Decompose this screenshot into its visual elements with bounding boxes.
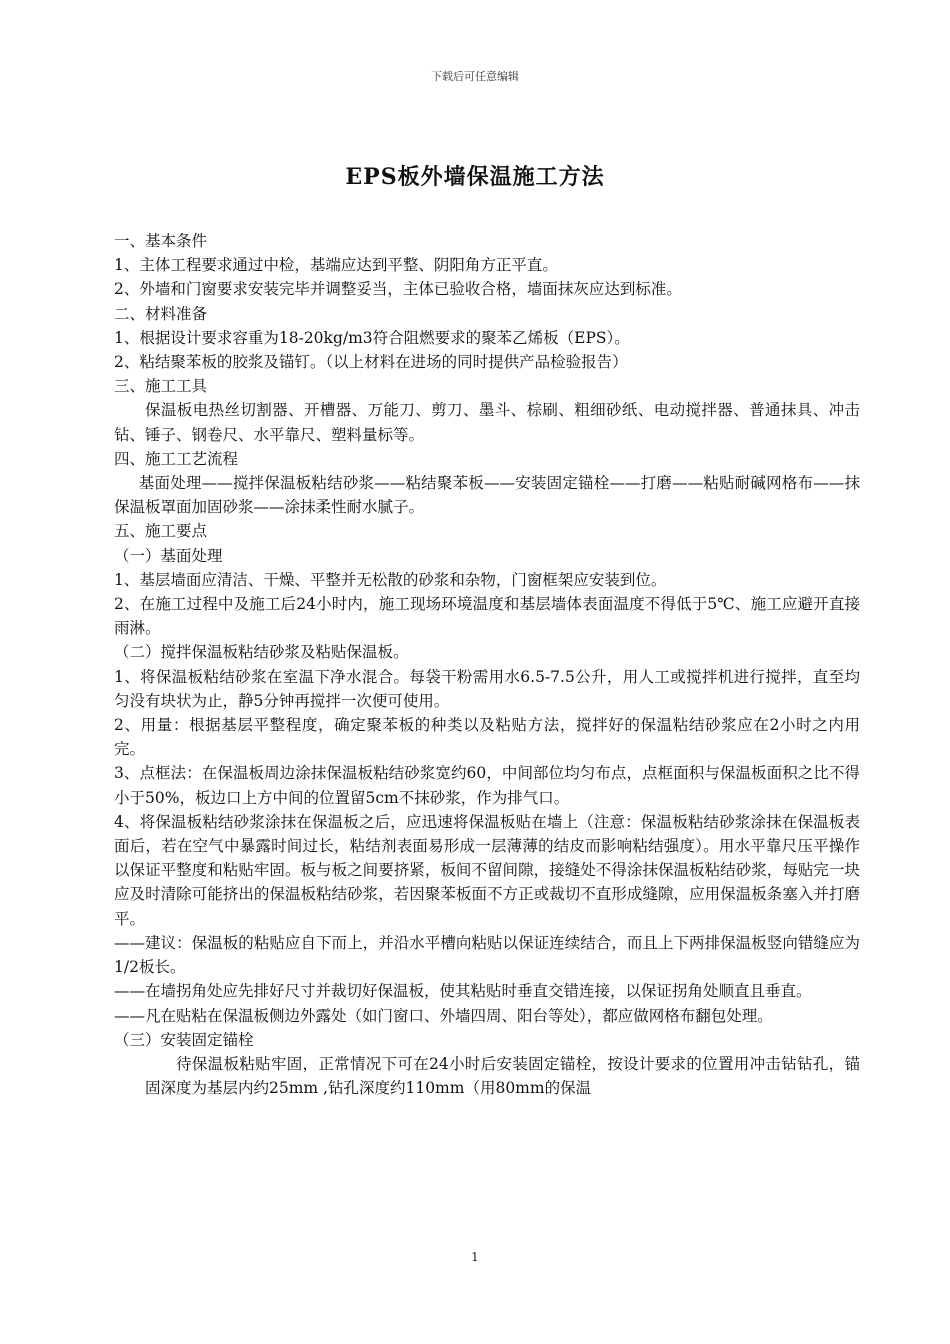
paragraph: 2、粘结聚苯板的胶浆及锚钉。（以上材料在进场的同时提供产品检验报告）: [114, 353, 628, 372]
paragraph: 保温板电热丝切割器、开槽器、万能刀、剪刀、墨斗、棕刷、粗细砂纸、电动搅拌器、普通抹具、冲击钻、锤子、钢卷尺、水平靠尺、塑料量标等。: [114, 401, 860, 444]
paragraph: 2、外墙和门窗要求安装完毕并调整妥当，主体已验收合格，墙面抹灰应达到标准。: [114, 280, 682, 299]
subsection-heading: （三）安装固定锚栓: [114, 1030, 254, 1049]
paragraph: 3、点框法：在保温板周边涂抹保温板粘结砂浆宽约60，中间部位均匀布点，点框面积与保温板面积之比不得小于50%，板边口上方中间的位置留5cm不抹砂浆，作为排气口。: [114, 764, 860, 807]
document-title: EPS板外墙保温施工方法: [345, 164, 605, 190]
section-heading: 四、施工工艺流程: [114, 449, 239, 468]
paragraph: 1、根据设计要求容重为18-20kg/m3符合阻燃要求的聚苯乙烯板（EPS）。: [114, 328, 630, 347]
subsection-heading: （一）基面处理: [114, 546, 223, 565]
paragraph: 1、将保温板粘结砂浆在室温下净水混合。每袋干粉需用水6.5-7.5公升，用人工或搅拌机进行搅拌，直至均匀没有块状为止，静5分钟再搅拌一次便可使用。: [114, 667, 860, 710]
page-header-note: 下载后可任意编辑: [431, 70, 519, 83]
paragraph: 2、在施工过程中及施工后24小时内，施工现场环境温度和基层墙体表面温度不得低于5℃、施工应避开直接雨淋。: [114, 595, 860, 638]
paragraph: 1、基层墙面应清洁、干燥、平整并无松散的砂浆和杂物，门窗框架应安装到位。: [114, 570, 667, 589]
subsection-heading: （二）搅拌保温板粘结砂浆及粘贴保温板。: [114, 643, 409, 662]
paragraph: 2、用量：根据基层平整程度，确定聚苯板的种类以及粘贴方法，搅拌好的保温粘结砂浆应在2小时之内用完。: [114, 716, 860, 759]
section-heading: 一、基本条件: [114, 232, 208, 250]
document-body: [114, 229, 860, 1100]
section-heading: 二、材料准备: [114, 304, 208, 323]
paragraph: 基面处理——搅拌保温板粘结砂浆——粘结聚苯板——安装固定锚栓——打磨——粘贴耐碱网格布——抹保温板罩面加固砂浆——涂抹柔性耐水腻子。: [114, 474, 860, 517]
paragraph: ——凡在贴粘在保温板侧边外露处（如门窗口、外墙四周、阳台等处），都应做网格布翻包处理。: [114, 1006, 773, 1025]
paragraph: 待保温板粘贴牢固，正常情况下可在24小时后安装固定锚栓，按设计要求的位置用冲击钻钻孔，锚固深度为基层内约25mm ,钻孔深度约110mm（用80mm的保温: [145, 1054, 860, 1098]
section-heading: 五、施工要点: [114, 522, 208, 541]
paragraph: ——在墙拐角处应先排好尺寸并裁切好保温板，使其粘贴时垂直交错连接，以保证拐角处顺直且垂直。: [114, 982, 812, 1001]
paragraph: 4、将保温板粘结砂浆涂抹在保温板之后，应迅速将保温板贴在墙上（注意：保温板粘结砂浆涂抹在保温板表面后，若在空气中暴露时间过长，粘结剂表面易形成一层薄薄的结皮而影响粘结强度）。用水平靠尺压平操作以保证平整度和粘贴牢固。板与板之间要挤紧，板间不留间隙，接缝处不得涂抹保温板粘结砂浆，每贴完一块应及时清除可能挤出的保温板粘结砂浆，若因聚苯板面不方正或裁切不直形成缝隙，应用保温板条塞入并打磨平。: [114, 812, 860, 928]
section-heading: 三、施工工具: [114, 377, 208, 396]
paragraph: ——建议：保温板的粘贴应自下而上，并沿水平槽向粘贴以保证连续结合，而且上下两排保温板竖向错缝应为1/2板长。: [114, 933, 860, 977]
paragraph: 1、主体工程要求通过中检，基端应达到平整、阴阳角方正平直。: [114, 256, 558, 275]
page-number: 1: [471, 1250, 479, 1264]
